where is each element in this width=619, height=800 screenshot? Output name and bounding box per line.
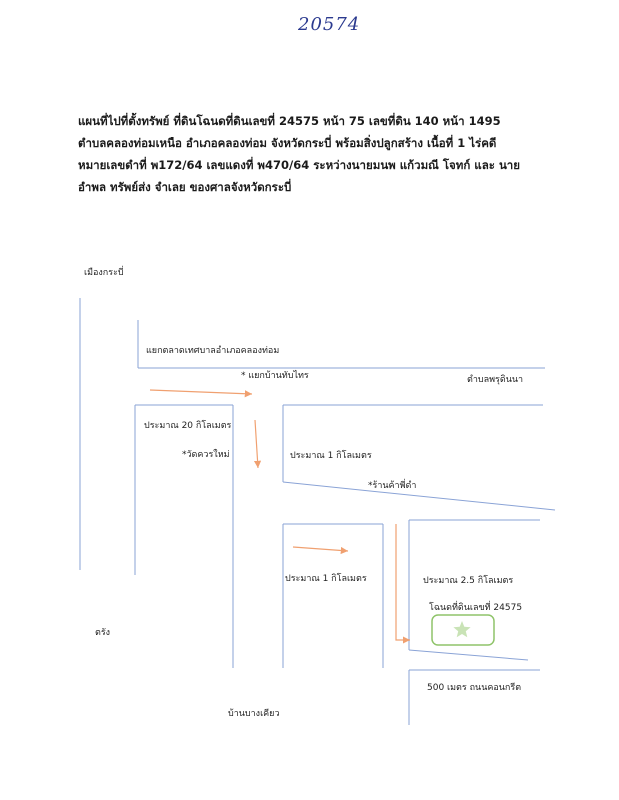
arrow-south-1	[255, 420, 258, 468]
case-number: 20574	[298, 14, 361, 35]
label-phru-din-na: ตำบลพรุดินนา	[467, 375, 524, 385]
header-line-4: อำพล ทรัพย์ส่ง จำเลย ของศาลจังหวัดกระบี่	[78, 180, 292, 194]
road-diagonal	[283, 482, 555, 510]
label-concrete-road: 500 เมตร ถนนคอนกรีต	[427, 683, 522, 693]
arrow-east-1	[150, 390, 252, 394]
label-deed: โฉนดที่ดินเลขที่ 24575	[429, 603, 523, 613]
arrow-to-plot	[396, 524, 410, 640]
star-icon	[453, 621, 470, 637]
label-wat-khao-mai: *วัดควรใหม่	[182, 450, 230, 460]
road-east-lower-bottom	[409, 650, 528, 660]
arrow-east-2	[293, 547, 348, 551]
header-line-1: แผนที่ไปที่ตั้งทรัพย์ ที่ดินโฉนดที่ดินเลขที่ 24575 หน้า 75 เลขที่ดิน 140 หน้า 1495	[78, 114, 501, 128]
label-approx-1km-b: ประมาณ 1 กิโลเมตร	[285, 574, 367, 584]
label-approx-2-5km: ประมาณ 2.5 กิโลเมตร	[423, 576, 514, 586]
header-line-3: หมายเลขดำที่ พ172/64 เลขแดงที่ พ470/64 ระหว่างนายมนพ แก้วมณี โจทก์ และ นาย	[78, 158, 521, 172]
label-market-junction: แยกตลาดเทศบาลอำเภอคลองท่อม	[146, 346, 280, 356]
label-trang: ตรัง	[95, 628, 111, 638]
label-approx-20km: ประมาณ 20 กิโลเมตร	[144, 421, 232, 431]
label-krabi-city: เมืองกระบี่	[84, 268, 124, 278]
label-lady-shop: *ร้านค้าพี่ดำ	[368, 481, 417, 491]
label-approx-1km-a: ประมาณ 1 กิโลเมตร	[290, 451, 372, 461]
label-ban-bang-khiao: บ้านบางเคียว	[228, 709, 280, 719]
header-line-2: ตำบลคลองท่อมเหนือ อำเภอคลองท่อม จังหวัดกระบี่ พร้อมสิ่งปลูกสร้าง เนื้อที่ 1 ไร่คดี	[78, 136, 497, 150]
label-ban-thap-sai-junction: * แยกบ้านทับไทร	[241, 371, 309, 381]
